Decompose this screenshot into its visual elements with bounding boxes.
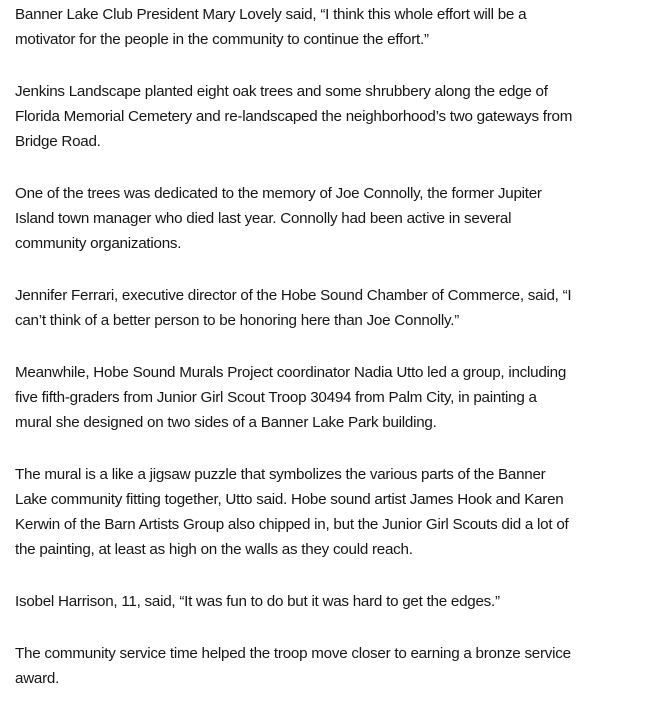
text-line: Jennifer Ferrari, executive director of the Hobe Sound Chamber of Commerce, said, “I <box>15 287 572 304</box>
text-line: Jenkins Landscape planted eight oak trees and some shrubbery along the edge of <box>15 83 548 100</box>
paragraph-bronze-award <box>15 641 665 691</box>
paragraph-harrison-quote <box>15 589 665 614</box>
paragraph-lovely-quote <box>15 2 665 52</box>
text-line: One of the trees was dedicated to the memory of Joe Connolly, the former Jupiter <box>15 185 542 202</box>
text-line: Lake community fitting together, Utto said. Hobe sound artist James Hook and Karen <box>15 491 564 508</box>
text-line: Florida Memorial Cemetery and re-landscaped the neighborhood’s two gateways from <box>15 108 573 125</box>
text-line: Island town manager who died last year. Connolly had been active in several <box>15 210 512 227</box>
text-line: the painting, at least as high on the walls as they could reach. <box>15 541 413 558</box>
text-line: community organizations. <box>15 235 182 252</box>
paragraph-mural-description <box>15 462 665 562</box>
text-line: Banner Lake Club President Mary Lovely said, “I think this whole effort will be a <box>15 6 527 23</box>
text-line: Meanwhile, Hobe Sound Murals Project coordinator Nadia Utto led a group, including <box>15 364 567 381</box>
text-line: five fifth-graders from Junior Girl Scout Troop 30494 from Palm City, in painting a <box>15 389 537 406</box>
text-line: can’t think of a better person to be honoring here than Joe Connolly.” <box>15 312 460 329</box>
text-line: award. <box>15 670 60 687</box>
text-line: mural she designed on two sides of a Banner Lake Park building. <box>15 414 437 431</box>
article-body <box>15 2 665 718</box>
text-line: The community service time helped the troop move closer to earning a bronze service <box>15 645 571 662</box>
text-line: Bridge Road. <box>15 133 101 150</box>
text-line: Isobel Harrison, 11, said, “It was fun to do but it was hard to get the edges.” <box>15 593 500 610</box>
text-line: motivator for the people in the community to continue the effort.” <box>15 31 429 48</box>
text-line: Kerwin of the Barn Artists Group also chipped in, but the Junior Girl Scouts did a lot of <box>15 516 569 533</box>
paragraph-ferrari-quote <box>15 283 665 333</box>
paragraph-joe-connolly-tree <box>15 181 665 256</box>
paragraph-jenkins-landscape <box>15 79 665 154</box>
paragraph-murals-project <box>15 360 665 435</box>
text-line: The mural is a like a jigsaw puzzle that symbolizes the various parts of the Banner <box>15 466 546 483</box>
